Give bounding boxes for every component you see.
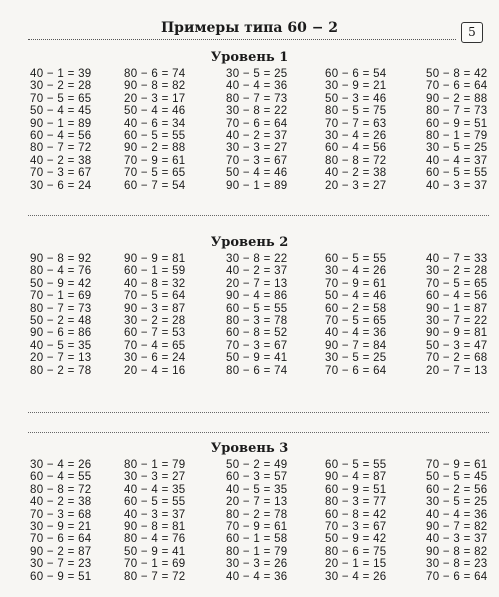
math-problem: 60 − 5 = 55 xyxy=(124,129,186,142)
math-problem: 40 − 4 = 36 xyxy=(226,570,288,583)
math-problem: 50 − 4 = 46 xyxy=(124,105,186,118)
math-problem: 80 − 7 = 73 xyxy=(30,302,92,315)
problem-row xyxy=(0,93,499,105)
math-problem: 40 − 8 = 32 xyxy=(124,277,186,290)
math-problem: 80 − 6 = 74 xyxy=(226,364,288,377)
math-problem: 30 − 7 = 23 xyxy=(30,558,92,571)
problem-row xyxy=(0,130,499,142)
math-problem: 30 − 6 = 24 xyxy=(30,179,92,192)
math-problem: 70 − 9 = 61 xyxy=(426,459,488,471)
math-problem: 90 − 4 = 86 xyxy=(226,290,288,303)
math-problem: 90 − 8 = 82 xyxy=(124,80,186,93)
math-problem: 70 − 6 = 64 xyxy=(426,80,488,93)
math-problem: 30 − 3 = 27 xyxy=(226,142,288,155)
math-problem: 40 − 2 = 38 xyxy=(325,167,387,180)
math-problem: 60 − 4 = 56 xyxy=(325,142,387,155)
math-problem: 40 − 5 = 35 xyxy=(226,483,288,496)
math-problem: 50 − 9 = 41 xyxy=(226,352,288,365)
section-divider xyxy=(28,215,489,216)
math-problem: 90 − 6 = 86 xyxy=(30,327,92,340)
math-problem: 80 − 8 = 72 xyxy=(30,483,92,496)
math-problem: 80 − 1 = 79 xyxy=(124,459,186,471)
math-problem: 70 − 1 = 69 xyxy=(124,558,186,571)
math-problem: 20 − 1 = 15 xyxy=(325,558,387,571)
math-problem: 40 − 4 = 37 xyxy=(426,154,488,167)
math-problem: 30 − 5 = 25 xyxy=(426,496,488,509)
math-problem: 40 − 2 = 37 xyxy=(226,265,288,278)
problem-row xyxy=(0,340,499,352)
math-problem: 80 − 7 = 72 xyxy=(124,570,186,583)
math-problem: 60 − 2 = 56 xyxy=(426,483,488,496)
math-problem: 80 − 1 = 79 xyxy=(226,545,288,558)
math-problem: 70 − 3 = 67 xyxy=(226,154,288,167)
math-problem: 80 − 2 = 78 xyxy=(226,508,288,521)
page-number: 5 xyxy=(461,22,483,43)
problem-row xyxy=(0,509,499,521)
math-problem: 60 − 5 = 55 xyxy=(325,459,387,471)
math-problem: 40 − 3 = 37 xyxy=(124,508,186,521)
problem-row xyxy=(0,155,499,167)
math-problem: 20 − 7 = 13 xyxy=(226,496,288,509)
problem-row xyxy=(0,303,499,315)
math-problem: 30 − 4 = 26 xyxy=(325,265,387,278)
math-problem: 30 − 9 = 21 xyxy=(325,80,387,93)
math-problem: 40 − 3 = 37 xyxy=(426,179,488,192)
math-problem: 80 − 8 = 72 xyxy=(325,154,387,167)
math-problem: 60 − 7 = 54 xyxy=(124,179,186,192)
math-problem: 30 − 2 = 28 xyxy=(426,265,488,278)
math-problem: 30 − 4 = 26 xyxy=(325,129,387,142)
math-problem: 90 − 1 = 89 xyxy=(226,179,288,192)
math-problem: 30 − 3 = 26 xyxy=(226,558,288,571)
math-problem: 90 − 9 = 81 xyxy=(426,327,488,340)
math-problem: 90 − 4 = 87 xyxy=(325,471,387,484)
math-problem: 60 − 8 = 42 xyxy=(325,508,387,521)
section-divider xyxy=(28,412,489,413)
math-problem: 50 − 9 = 42 xyxy=(30,277,92,290)
math-problem: 30 − 5 = 25 xyxy=(325,352,387,365)
math-problem: 90 − 9 = 81 xyxy=(124,253,186,265)
math-problem: 40 − 2 = 38 xyxy=(30,154,92,167)
problem-row xyxy=(0,180,499,192)
math-problem: 40 − 4 = 36 xyxy=(325,327,387,340)
math-problem: 70 − 9 = 61 xyxy=(226,520,288,533)
math-problem: 50 − 4 = 45 xyxy=(30,105,92,118)
problem-row xyxy=(0,167,499,179)
level-3-heading: Уровень 3 xyxy=(210,441,289,456)
math-problem: 50 − 9 = 42 xyxy=(325,533,387,546)
math-problem: 60 − 7 = 53 xyxy=(124,327,186,340)
math-problem: 30 − 6 = 24 xyxy=(124,352,186,365)
section-divider xyxy=(28,432,489,433)
math-problem: 70 − 4 = 65 xyxy=(124,339,186,352)
math-problem: 80 − 4 = 76 xyxy=(124,533,186,546)
math-problem: 20 − 3 = 27 xyxy=(325,179,387,192)
math-problem: 90 − 2 = 88 xyxy=(124,142,186,155)
math-problem: 70 − 5 = 65 xyxy=(426,277,488,290)
math-problem: 60 − 5 = 55 xyxy=(124,496,186,509)
problem-row xyxy=(0,327,499,339)
math-problem: 20 − 7 = 13 xyxy=(226,277,288,290)
math-problem: 40 − 3 = 37 xyxy=(426,533,488,546)
math-problem: 20 − 7 = 13 xyxy=(426,364,488,377)
level-2-heading: Уровень 2 xyxy=(210,235,289,250)
math-problem: 40 − 6 = 34 xyxy=(124,117,186,130)
math-problem: 80 − 6 = 75 xyxy=(325,545,387,558)
math-problem: 50 − 3 = 46 xyxy=(325,92,387,105)
math-problem: 30 − 4 = 26 xyxy=(30,459,92,471)
math-problem: 50 − 9 = 41 xyxy=(124,545,186,558)
math-problem: 90 − 7 = 84 xyxy=(325,339,387,352)
math-problem: 60 − 2 = 58 xyxy=(325,302,387,315)
problem-row xyxy=(0,253,499,265)
math-problem: 70 − 1 = 69 xyxy=(30,290,92,303)
math-problem: 30 − 8 = 23 xyxy=(426,558,488,571)
level-1-heading: Уровень 1 xyxy=(210,50,289,65)
math-problem: 80 − 1 = 79 xyxy=(426,129,488,142)
math-problem: 30 − 8 = 22 xyxy=(226,105,288,118)
math-problem: 90 − 7 = 82 xyxy=(426,520,488,533)
problem-row xyxy=(0,68,499,80)
math-problem: 90 − 8 = 92 xyxy=(30,253,92,265)
math-problem: 40 − 4 = 36 xyxy=(226,80,288,93)
math-problem: 70 − 3 = 67 xyxy=(226,339,288,352)
math-problem: 50 − 2 = 48 xyxy=(30,314,92,327)
problem-row xyxy=(0,105,499,117)
math-problem: 40 − 2 = 37 xyxy=(226,129,288,142)
math-problem: 90 − 2 = 87 xyxy=(30,545,92,558)
problem-row xyxy=(0,290,499,302)
math-problem: 60 − 8 = 52 xyxy=(226,327,288,340)
math-problem: 70 − 9 = 61 xyxy=(124,154,186,167)
math-problem: 40 − 4 = 35 xyxy=(124,483,186,496)
problem-grid xyxy=(0,68,499,192)
problem-row xyxy=(0,278,499,290)
math-problem: 40 − 4 = 36 xyxy=(426,508,488,521)
math-problem: 80 − 7 = 73 xyxy=(226,92,288,105)
problem-grid xyxy=(0,253,499,377)
math-problem: 90 − 8 = 81 xyxy=(124,520,186,533)
math-problem: 50 − 8 = 42 xyxy=(426,68,488,80)
problem-row xyxy=(0,521,499,533)
math-problem: 60 − 4 = 56 xyxy=(426,290,488,303)
math-problem: 60 − 3 = 57 xyxy=(226,471,288,484)
problem-row xyxy=(0,315,499,327)
problem-row xyxy=(0,459,499,471)
math-problem: 60 − 1 = 58 xyxy=(226,533,288,546)
math-problem: 20 − 7 = 13 xyxy=(30,352,92,365)
problem-grid xyxy=(0,459,499,583)
problem-row xyxy=(0,80,499,92)
math-problem: 70 − 5 = 65 xyxy=(124,167,186,180)
math-problem: 70 − 2 = 68 xyxy=(426,352,488,365)
math-problem: 80 − 3 = 77 xyxy=(325,496,387,509)
math-problem: 20 − 4 = 16 xyxy=(124,364,186,377)
math-problem: 70 − 5 = 65 xyxy=(325,314,387,327)
problem-row xyxy=(0,365,499,377)
problem-row xyxy=(0,558,499,570)
math-problem: 90 − 1 = 87 xyxy=(426,302,488,315)
page-title: Примеры типа 60 − 2 xyxy=(160,20,339,36)
problem-row xyxy=(0,352,499,364)
math-problem: 70 − 5 = 65 xyxy=(30,92,92,105)
math-problem: 70 − 9 = 61 xyxy=(325,277,387,290)
math-problem: 80 − 7 = 72 xyxy=(30,142,92,155)
math-problem: 20 − 3 = 17 xyxy=(124,92,186,105)
math-problem: 70 − 3 = 67 xyxy=(325,520,387,533)
math-problem: 50 − 5 = 45 xyxy=(426,471,488,484)
math-problem: 30 − 4 = 26 xyxy=(325,570,387,583)
math-problem: 60 − 5 = 55 xyxy=(226,302,288,315)
problem-row xyxy=(0,471,499,483)
math-problem: 80 − 4 = 76 xyxy=(30,265,92,278)
math-problem: 30 − 8 = 22 xyxy=(226,253,288,265)
math-problem: 70 − 6 = 64 xyxy=(426,570,488,583)
math-problem: 30 − 3 = 27 xyxy=(124,471,186,484)
problem-row xyxy=(0,118,499,130)
math-problem: 30 − 2 = 28 xyxy=(30,80,92,93)
problem-row xyxy=(0,571,499,583)
math-problem: 90 − 2 = 88 xyxy=(426,92,488,105)
math-problem: 30 − 2 = 28 xyxy=(124,314,186,327)
math-problem: 70 − 3 = 68 xyxy=(30,508,92,521)
math-problem: 80 − 6 = 74 xyxy=(124,68,186,80)
math-problem: 60 − 6 = 54 xyxy=(325,68,387,80)
math-problem: 90 − 1 = 89 xyxy=(30,117,92,130)
math-problem: 70 − 3 = 67 xyxy=(30,167,92,180)
problem-row xyxy=(0,496,499,508)
math-problem: 40 − 2 = 38 xyxy=(30,496,92,509)
math-problem: 60 − 5 = 55 xyxy=(426,167,488,180)
math-problem: 30 − 5 = 25 xyxy=(426,142,488,155)
math-problem: 40 − 7 = 33 xyxy=(426,253,488,265)
math-problem: 30 − 7 = 22 xyxy=(426,314,488,327)
math-problem: 70 − 6 = 64 xyxy=(325,364,387,377)
math-problem: 60 − 5 = 55 xyxy=(325,253,387,265)
title-divider xyxy=(28,39,456,40)
math-problem: 40 − 1 = 39 xyxy=(30,68,92,80)
math-problem: 80 − 2 = 78 xyxy=(30,364,92,377)
math-problem: 60 − 9 = 51 xyxy=(325,483,387,496)
math-problem: 50 − 4 = 46 xyxy=(325,290,387,303)
math-problem: 80 − 5 = 75 xyxy=(325,105,387,118)
problem-row xyxy=(0,265,499,277)
math-problem: 70 − 6 = 64 xyxy=(30,533,92,546)
math-problem: 80 − 3 = 78 xyxy=(226,314,288,327)
problem-row xyxy=(0,533,499,545)
math-problem: 60 − 4 = 55 xyxy=(30,471,92,484)
problem-row xyxy=(0,484,499,496)
math-problem: 70 − 6 = 64 xyxy=(226,117,288,130)
math-problem: 90 − 3 = 87 xyxy=(124,302,186,315)
math-problem: 30 − 5 = 25 xyxy=(226,68,288,80)
math-problem: 50 − 3 = 47 xyxy=(426,339,488,352)
math-problem: 90 − 8 = 82 xyxy=(426,545,488,558)
math-problem: 60 − 1 = 59 xyxy=(124,265,186,278)
math-problem: 80 − 7 = 73 xyxy=(426,105,488,118)
math-problem: 60 − 9 = 51 xyxy=(426,117,488,130)
problem-row xyxy=(0,546,499,558)
math-problem: 30 − 9 = 21 xyxy=(30,520,92,533)
math-problem: 50 − 2 = 49 xyxy=(226,459,288,471)
math-problem: 60 − 4 = 56 xyxy=(30,129,92,142)
math-problem: 50 − 4 = 46 xyxy=(226,167,288,180)
math-problem: 70 − 7 = 63 xyxy=(325,117,387,130)
math-problem: 60 − 9 = 51 xyxy=(30,570,92,583)
math-problem: 40 − 5 = 35 xyxy=(30,339,92,352)
problem-row xyxy=(0,142,499,154)
math-problem: 70 − 5 = 64 xyxy=(124,290,186,303)
